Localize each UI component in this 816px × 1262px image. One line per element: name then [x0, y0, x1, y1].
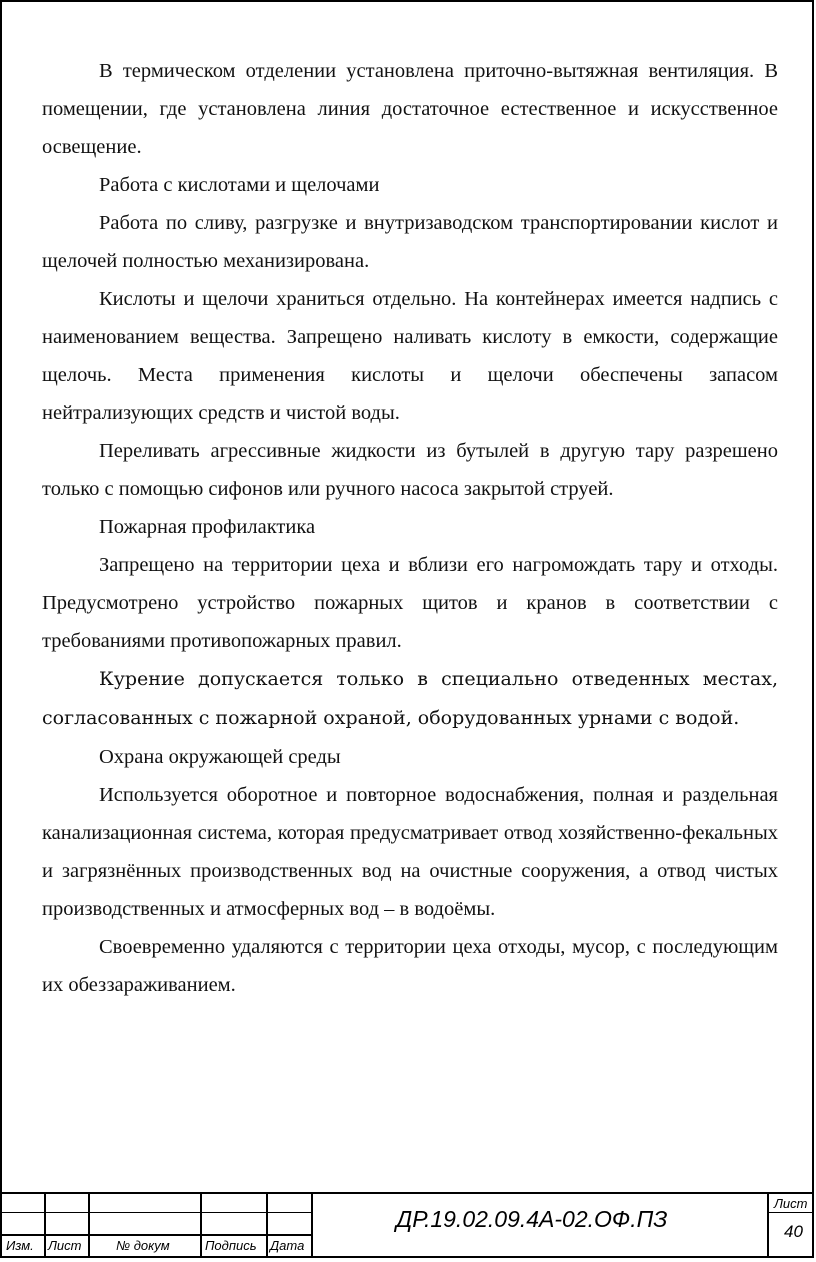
heading-environment: Охрана окружающей среды [99, 746, 341, 768]
sheet-number: 40 [784, 1222, 803, 1241]
col-line-2 [88, 1192, 90, 1258]
paragraph-waste-removal: Своевременно удаляются с территории цеха отходы, мусор, с последующим их обеззараживанием. [42, 936, 778, 996]
paragraph-acid-handling: Работа по сливу, разгрузке и внутризаводском транспортировании кислот и щелочей полностью механизирована. [42, 212, 778, 272]
col-line-5 [311, 1192, 313, 1258]
title-block [0, 1192, 814, 1258]
heading-fire-prevention: Пожарная профилактика [99, 516, 316, 538]
paragraph-ventilation: В термическом отделении установлена приточно-вытяжная вентиляция. В помещении, где установлена линия достаточное естественное и искусственное освещение. [42, 60, 778, 158]
document-code: ДР.19.02.09.4А-02.ОФ.ПЗ [396, 1206, 668, 1232]
paragraph-liquid-transfer: Переливать агрессивные жидкости из бутылей в другую тару разрешено только с помощью сифонов или ручного насоса закрытой струей. [42, 440, 778, 500]
paragraph-smoking: Курение допускается только в специально отведенных местах, согласованных с пожарной охраной, оборудованных урнами с водой. [42, 668, 778, 729]
header-doc-no: № докум [116, 1238, 170, 1253]
heading-acids: Работа с кислотами и щелочами [99, 174, 380, 196]
document-body [42, 52, 778, 1004]
col-line-6 [767, 1192, 769, 1258]
paragraph-acid-storage: Кислоты и щелочи храниться отдельно. На контейнерах имеется надпись с наименованием вещества. Запрещено наливать кислоту в емкости, содержащие щелочь. Места применения кислоты и щелочи обеспечены запасом нейтрализующих средств и чистой воды. [42, 288, 778, 424]
col-line-1 [44, 1192, 46, 1258]
paragraph-water-supply: Используется оборотное и повторное водоснабжения, полная и раздельная канализационная система, которая предусматривает отвод хозяйственно-фекальных и загрязнённых производственных вод на очистные сооружения, а отвод чистых производственных и атмосферных вод – в водоёмы. [42, 784, 778, 920]
header-izm: Изм. [6, 1238, 34, 1253]
header-date: Дата [270, 1238, 305, 1253]
col-line-3 [200, 1192, 202, 1258]
sheet-label: Лист [774, 1196, 808, 1211]
header-list: Лист [48, 1238, 82, 1253]
paragraph-fire-rules: Запрещено на территории цеха и вблизи его нагромождать тару и отходы. Предусмотрено устройство пожарных щитов и кранов в соответствии с требованиями противопожарных правил. [42, 554, 778, 652]
col-line-4 [266, 1192, 268, 1258]
header-signature: Подпись [205, 1238, 257, 1253]
title-block-top-line [0, 1192, 814, 1194]
sheet-cell-line [768, 1212, 814, 1213]
